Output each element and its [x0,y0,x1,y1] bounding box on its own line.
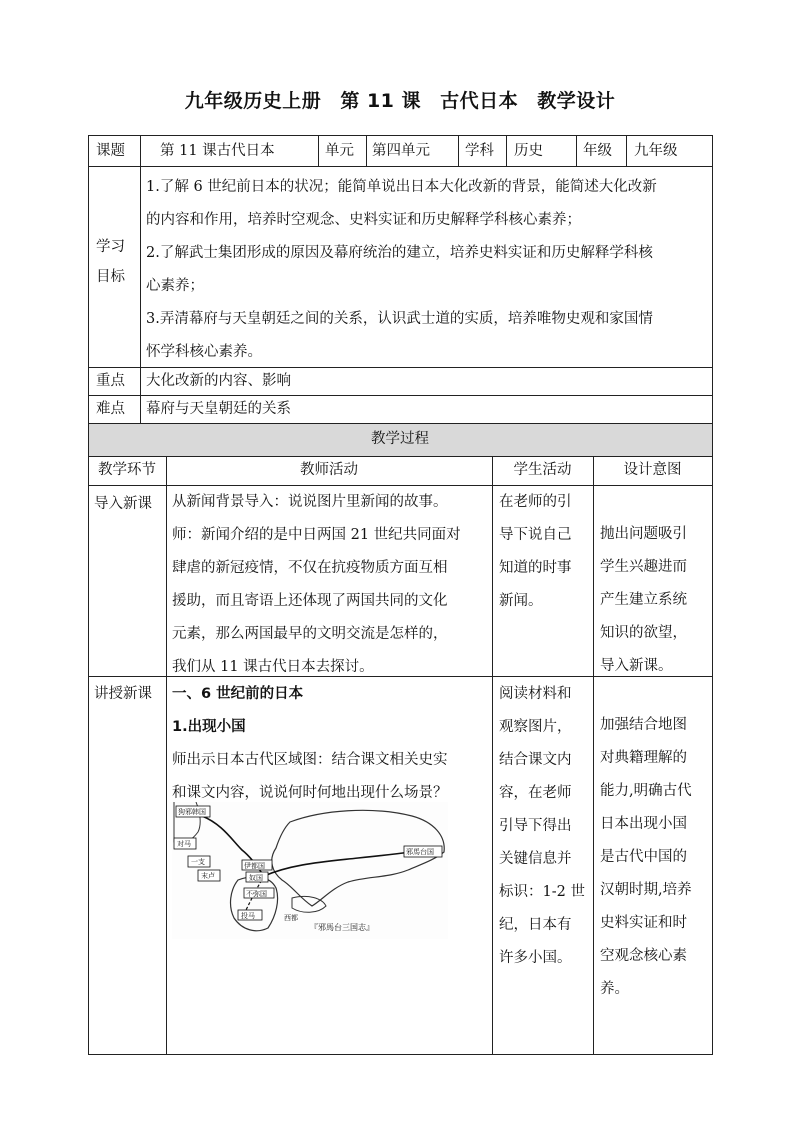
ancient-japan-map [172,802,448,939]
subsection-heading: 1.出现小国 [172,719,246,735]
objective-line: 3.弄清幕府与天皇朝廷之间的关系，认识武士道的实质，培养唯物史观和家国情 [146,311,653,327]
subject-value: 历史 [514,143,543,159]
objective-line: 1.了解 6 世纪前日本的状况；能简单说出日本大化改新的背景，能简述大化改新 [146,179,657,195]
text-line: 产生建立系统 [600,592,687,608]
grade-label: 年级 [583,143,612,159]
map-label-na: 奴国 [249,874,263,882]
map-label-tsuma: 投马 [241,912,255,920]
document-title [0,86,800,113]
topic-label: 课题 [96,143,125,159]
title-part-doc-type: 教学设计 [537,90,616,112]
text-line: 援助，而且寄语上还体现了两国共同的文化 [172,593,448,609]
column-header-intent: 设计意图 [623,462,682,478]
text-line: 许多小国。 [499,950,572,966]
lecture-student-activity [499,678,591,975]
objective-line: 2.了解武士集团形成的原因及幕府统治的建立，培养史料实证和历史解释学科核 [146,245,653,261]
text-line: 我们从 11 课古代日本去探讨。 [172,659,374,675]
text-line: 从新闻背景导入：说说图片里新闻的故事。 [172,494,448,510]
map-label-ito: 伊都国 [244,862,265,870]
grade-value: 九年级 [634,143,678,159]
lecture-design-intent [600,709,710,1006]
unit-value: 第四单元 [372,143,430,159]
topic-value: 第 11 课古代日本 [160,143,275,159]
objective-line: 的内容和作用，培养时空观念、史料实证和历史解释学科核心素养； [146,212,581,228]
text-line: 汉朝时期,培养 [600,882,692,898]
text-line: 关键信息并 [499,851,572,867]
text-line: 肆虐的新冠疫情，不仅在抗疫物质方面互相 [172,560,448,576]
difficult-point-label: 难点 [96,401,125,417]
text-line: 元素，那么两国最早的文明交流是怎样的， [172,626,448,642]
key-point-label: 重点 [96,373,125,389]
process-header: 教学过程 [371,431,429,447]
unit-label: 单元 [325,143,354,159]
text-line: 和课文内容，说说何时何地出现什么场景？ [172,785,448,801]
text-line: 在老师的引 [499,494,572,510]
intro-student-activity [499,486,591,618]
key-point-value: 大化改新的内容、影响 [146,373,291,389]
objective-line: 心素养； [146,278,204,294]
subject-label: 学科 [465,143,494,159]
title-part-topic: 古代日本 [440,90,519,112]
map-label-tsushima: 对马 [177,840,191,848]
objective-line: 怀学科核心素养。 [146,344,262,360]
column-header-teacher: 教师活动 [300,462,358,478]
text-line: 观察图片， [499,719,572,735]
map-label-iki: 一支 [191,858,205,866]
map-label-fumi: 不弥国 [246,890,267,898]
text-line: 结合课文内 [499,752,572,768]
map-label-yamatai: 邪馬台国 [406,848,434,856]
lecture-stage: 讲授新课 [94,686,152,702]
text-line: 标识：1-2 世 [499,884,585,900]
text-line: 是古代中国的 [600,849,687,865]
text-line: 导下说自己 [499,527,572,543]
text-line: 阅读材料和 [499,686,572,702]
text-line: 空观念核心素 [600,948,687,964]
text-line: 师：新闻介绍的是中日两国 21 世纪共同面对 [172,527,461,543]
text-line: 日本出现小国 [600,816,687,832]
lecture-teacher-activity [172,678,488,810]
objectives-text [146,171,708,369]
intro-design-intent [600,518,710,683]
section-heading: 一、6 世纪前的日本 [172,686,304,702]
text-line: 导入新课。 [600,658,673,674]
text-line: 加强结合地图 [600,717,687,733]
column-header-student: 学生活动 [513,462,572,478]
title-part-course: 九年级历史上册 [184,90,322,112]
text-line: 师出示日本古代区域图：结合课文相关史实 [172,752,448,768]
intro-stage: 导入新课 [94,496,152,512]
text-line: 容，在老师 [499,785,572,801]
objectives-label-line-2: 目标 [96,269,125,285]
text-line: 知道的时事 [499,560,572,576]
objectives-label [96,232,125,292]
intro-teacher-activity [172,486,488,684]
text-line: 对典籍理解的 [600,750,687,766]
map-label-gouxie: 狗邪韩国 [178,808,206,816]
text-line: 史料实证和时 [600,915,687,931]
text-line: 知识的欲望， [600,625,687,641]
text-line: 纪，日本有 [499,917,572,933]
text-line: 抛出问题吸引 [600,526,687,542]
text-line: 能力,明确古代 [600,783,692,799]
map-label-matsura: 末卢 [201,872,215,880]
map-label-xidu: 西都 [284,914,298,922]
objectives-label-line-1: 学习 [96,239,125,255]
column-header-stage: 教学环节 [98,462,156,478]
text-line: 学生兴趣进而 [600,559,687,575]
text-line: 养。 [600,981,629,997]
text-line: 引导下得出 [499,818,572,834]
title-part-lesson: 第 11 课 [340,90,422,112]
difficult-point-value: 幕府与天皇朝廷的关系 [146,401,291,417]
map-caption: 『邪馬台三国志』 [310,923,374,932]
text-line: 新闻。 [499,593,543,609]
